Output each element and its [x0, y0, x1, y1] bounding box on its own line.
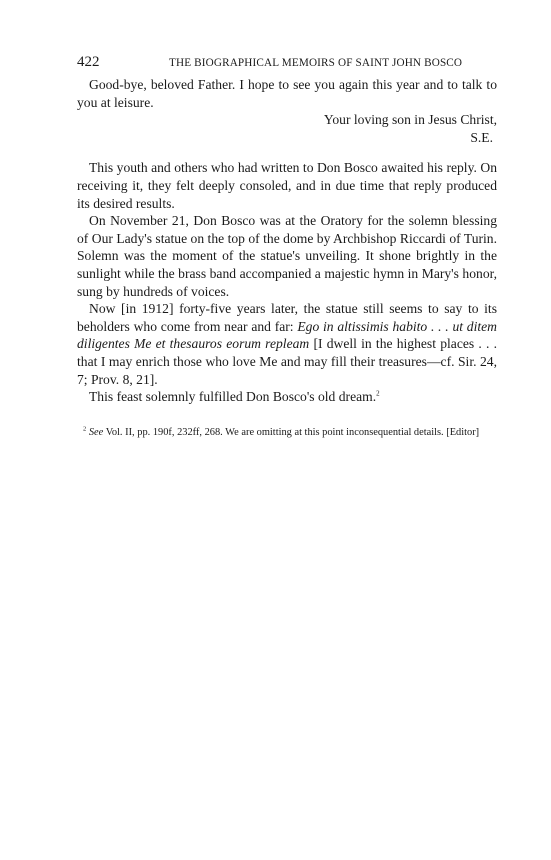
- paragraph-latin-quote: [77, 300, 497, 388]
- latin-quote: Ego in altissimis habito . . . ut ditem diligentes Me et thesauros eorum repleam: [77, 318, 497, 352]
- paragraph-blessing: On November 21, Don Bosco was at the Oratory for the solemn blessing of Our Lady's statue on the top of the dome by Archbishop Riccardi of Turin. Solemn was the moment of the statue's unveiling. It shone brightly in the sunlight while the brass band accompanied a majestic hymn in Mary's honor, sung by hundreds of voices.: [77, 213, 497, 299]
- quote-intro: Now [in 1912] forty-five years later, the statue still seems to say to its beholders who come from near and far:: [77, 301, 497, 334]
- page-number: 422: [77, 54, 100, 70]
- closing-salutation: Your loving son in Jesus Christ,: [323, 112, 497, 128]
- paragraph-feast: [77, 388, 497, 406]
- letter-body: Good-bye, beloved Father. I hope to see you again this year and to talk to you at leisure.: [77, 77, 497, 110]
- paragraph-reply: This youth and others who had written to Don Bosco awaited his reply. On receiving it, they felt deeply consoled, and in due time that reply produced its desired results.: [77, 160, 497, 211]
- footnote-text: Vol. II, pp. 190f, 232ff, 268. We are omitting at this point inconsequential details. [Editor]: [103, 426, 480, 438]
- book-page: [77, 54, 497, 440]
- footnote: [77, 426, 497, 441]
- footnote-reference: 2: [376, 389, 380, 398]
- footnote-mark: 2: [83, 425, 87, 433]
- running-head: THE BIOGRAPHICAL MEMOIRS OF SAINT JOHN BOSCO: [169, 57, 463, 69]
- letter-signature: S.E.: [470, 129, 493, 145]
- letter-closing: [77, 111, 497, 146]
- quote-translation: [I dwell in the highest places . . . that I may enrich those who love Me and may fill their treasures—cf. Sir. 24, 7; Prov. 8, 21].: [77, 336, 498, 387]
- page-header: [77, 54, 497, 76]
- feast-text: This feast solemnly fulfilled Don Bosco's old dream.: [89, 389, 377, 405]
- footnote-see: See: [88, 426, 104, 438]
